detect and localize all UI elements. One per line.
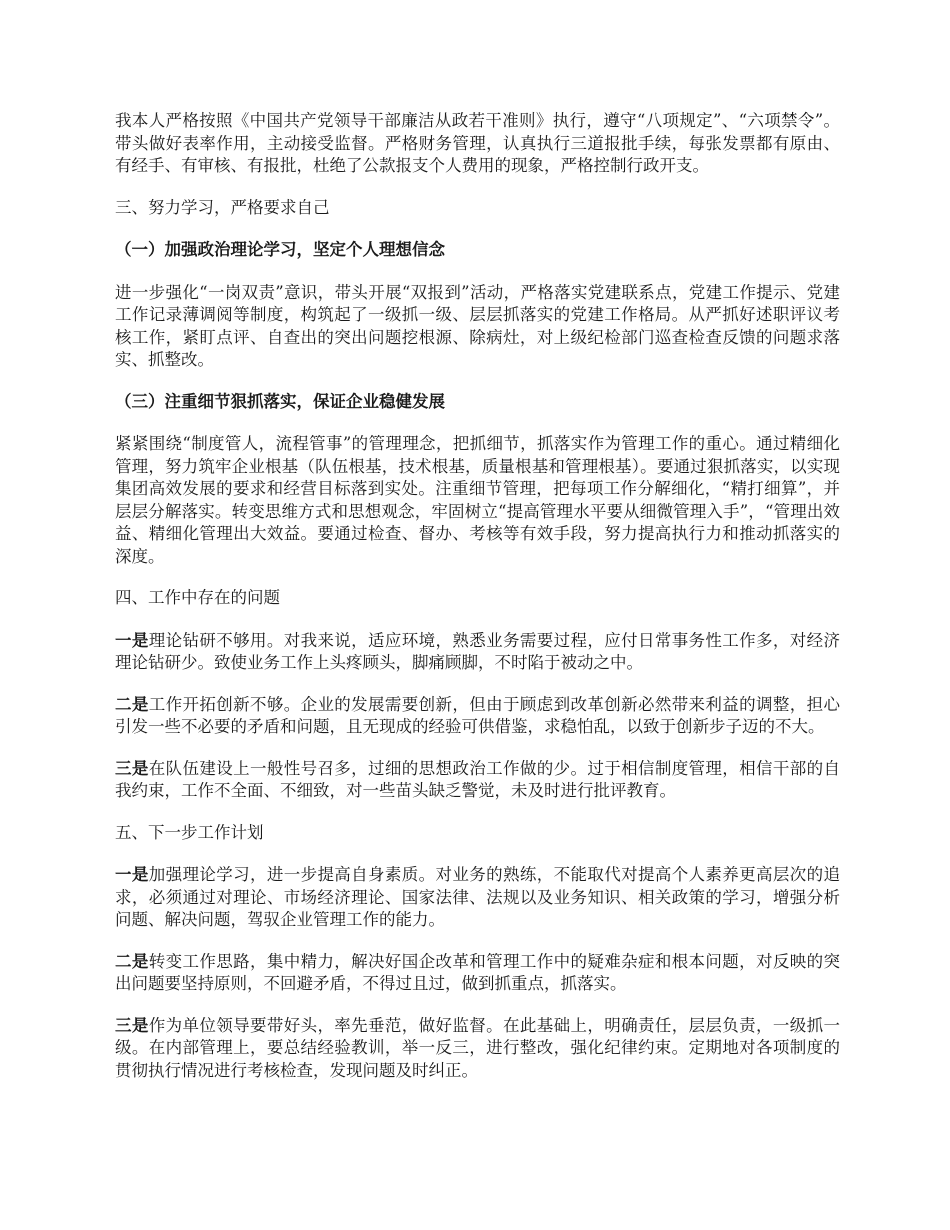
plan-item	[115, 864, 840, 932]
document-body	[115, 110, 840, 1101]
problem-item	[115, 630, 840, 675]
paragraph-integrity: 我本人严格按照《中国共产党领导干部廉洁从政若干准则》执行，遵守“八项规定”、“六项禁令”。带头做好表率作用，主动接受监督。严格财务管理，认真执行三道报批手续，每张发票都有原由、有经手、有审核、有报批，杜绝了公款报支个人费用的现象，严格控制行政开支。	[115, 111, 840, 175]
subsection-heading-3-3: （三）注重细节狠抓落实，保证企业稳健发展	[115, 391, 445, 411]
plan-lead: 三是	[115, 1015, 149, 1035]
paragraph-detail-management: 紧紧围绕“制度管人，流程管事”的管理理念，把抓细节，抓落实作为管理工作的重心。通过精细化管理，努力筑牢企业根基（队伍根基，技术根基，质量根基和管理根基）。要通过狠抓落实，以实现集团高效发展的要求和经营目标落到实处。注重细节管理，把每项工作分解细化，“精打细算”，并层层分解落实。转变思维方式和思想观念，牢固树立“提高管理水平要从细微管理入手”，“管理出效益、精细化管理出大效益。要通过检查、督办、考核等有效手段，努力提高执行力和推动抓落实的深度。	[115, 434, 840, 566]
paragraph-party-building: 进一步强化“一岗双责”意识，带头开展“双报到”活动，严格落实党建联系点，党建工作提示、党建工作记录薄调阅等制度，构筑起了一级抓一级、层层抓落实的党建工作格局。从严抓好述职评议考核工作，紧盯点评、自查出的突出问题挖根源、除病灶，对上级纪检部门巡查检查反馈的问题求落实、抓整改。	[115, 282, 840, 369]
plan-item	[115, 1015, 840, 1083]
problem-item	[115, 694, 840, 739]
problem-text: 工作开拓创新不够。企业的发展需要创新，但由于顾虑到改革创新必然带来利益的调整，担心引发一些不必要的矛盾和问题，且无现成的经验可供借鉴，求稳怕乱，以致于创新步子迈的不大。	[115, 694, 841, 736]
subsection-heading-3-1: （一）加强政治理论学习，坚定个人理想信念	[115, 240, 445, 259]
section-heading-3: 三、努力学习，严格要求自己	[115, 197, 330, 217]
plan-text: 作为单位领导要带好头，率先垂范，做好监督。在此基础上，明确责任，层层负责，一级抓一级。在内部管理上，要总结经验教训，举一反三，进行整改，强化纪律约束。定期地对各项制度的贯彻执行情况进行考核检查，发现问题及时纠正。	[115, 1015, 841, 1080]
plan-text: 转变工作思路，集中精力，解决好国企改革和管理工作中的疑难杂症和根本问题，对反映的突出问题要坚持原则，不回避矛盾，不得过且过，做到抓重点，抓落实。	[115, 951, 841, 993]
problem-text: 在队伍建设上一般性号召多，过细的思想政治工作做的少。过于相信制度管理，相信干部的自我约束，工作不全面、不细致，对一些苗头缺乏警觉，未及时进行批评教育。	[115, 758, 841, 800]
plan-text: 加强理论学习，进一步提高自身素质。对业务的熟练，不能取代对提高个人素养更高层次的追求，必须通过对理论、市场经济理论、国家法律、法规以及业务知识、相关政策的学习，增强分析问题、解决问题，驾驭企业管理工作的能力。	[115, 865, 841, 929]
plan-lead: 二是	[115, 951, 149, 971]
section-heading-4: 四、工作中存在的问题	[115, 588, 280, 607]
problem-lead: 三是	[115, 758, 149, 778]
problem-lead: 一是	[115, 630, 149, 650]
section-heading-5: 五、下一步工作计划	[115, 822, 264, 842]
problem-text: 理论钻研不够用。对我来说，适应环境，熟悉业务需要过程，应付日常事务性工作多，对经济理论钻研少。致使业务工作上头疼顾头，脚痛顾脚，不时陷于被动之中。	[115, 630, 841, 672]
plan-item	[115, 951, 840, 996]
plan-lead: 一是	[115, 865, 149, 884]
problem-lead: 二是	[115, 694, 149, 714]
problem-item	[115, 758, 840, 803]
